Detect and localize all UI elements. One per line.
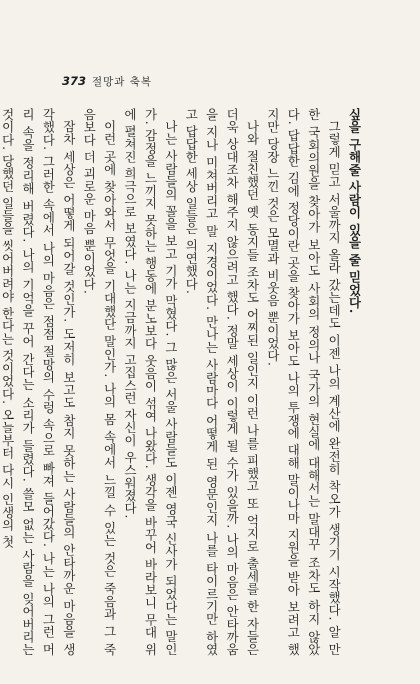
paragraph: 그렇게 믿고 서울까지 올라 갔는데도 이젠 나의 계산에 완전히 착오가 생기기 시작했다. 알 만한 국회의원을 찾아가 보아도 사회의 정의나 국가의 현실에 대해서는 말대꾸 조차도 하지 않았다. 답답한 김에 정당이란 곳을 찾아가 보아도 나의 투쟁에 대해 말이나마 지원을 받아 보려고 했지만 당장 느낀 것은 모멸과 비웃음 뿐이었다.	[265, 108, 342, 656]
page-header	[0, 74, 420, 94]
vertical-body-text	[0, 108, 364, 656]
paragraph: 나와 절친했던 옛 동지들 조차도 어찌된 일인지 이런 나를 피했고 또 억지로 출세를 한 자들은 더욱 상대조차 해주지 않으려고 했다. 정말 세상이 이렇게 될 수가 있을까. 나의 마음은 안타까움을 지나 미쳐버리고 말 지경이었다. 만나는 사람마다 어떻게 된 영문인지 나를 타이르기만 하였고 답답한 세상 일들은 의연했다.	[183, 108, 260, 656]
paragraph: 싶을 구해줄 사람이 있을 줄 믿었다.	[347, 108, 362, 314]
page-number: 373	[62, 74, 87, 88]
running-title: 절망과 축복	[92, 76, 153, 88]
paragraph: 이런 곳에 찾아와서 무엇을 기대했단 말인가. 나의 몸 속에서 느낄 수 있는 것은 죽음과 그 죽음보다 더 괴로운 마음 뿐이었다.	[81, 108, 118, 656]
paragraph: 잠차 세상은 어떻게 되어갈 것인가. 도저히 보고도 참지 못하는 사람들의 안타까운 마음을 생각했다. 그러한 속에서 나의 마음은 점점 절망의 수렁 속으로 빠져 들어갔다. 나는 나의 그런 머리 속을 정리해 버렸다. 나의 기억을 꾸어 간다는 소리가 들렸다. 쓸모 없는 사람을 잊어버리는 것이다. 당했던 일들을 씻어버려야 한다는 것이었다. 오늘부터 다시 인생의 첫	[0, 108, 77, 656]
paragraph: 나는 사람들의 꼴을 보고 기가 막혔다. 그 많은 서울 사람들도 이젠 영국 신사가 되었다는 말인가. 감정을 느끼지 못하는 행동에 분노보다 웃음이 섞여 나왔다. 생각을 바꾸어 바라보니 무대 위에 펼쳐진 희극으로 보였다. 나는 지금까지 고집스런 자신이 우스워졌다.	[122, 108, 179, 656]
